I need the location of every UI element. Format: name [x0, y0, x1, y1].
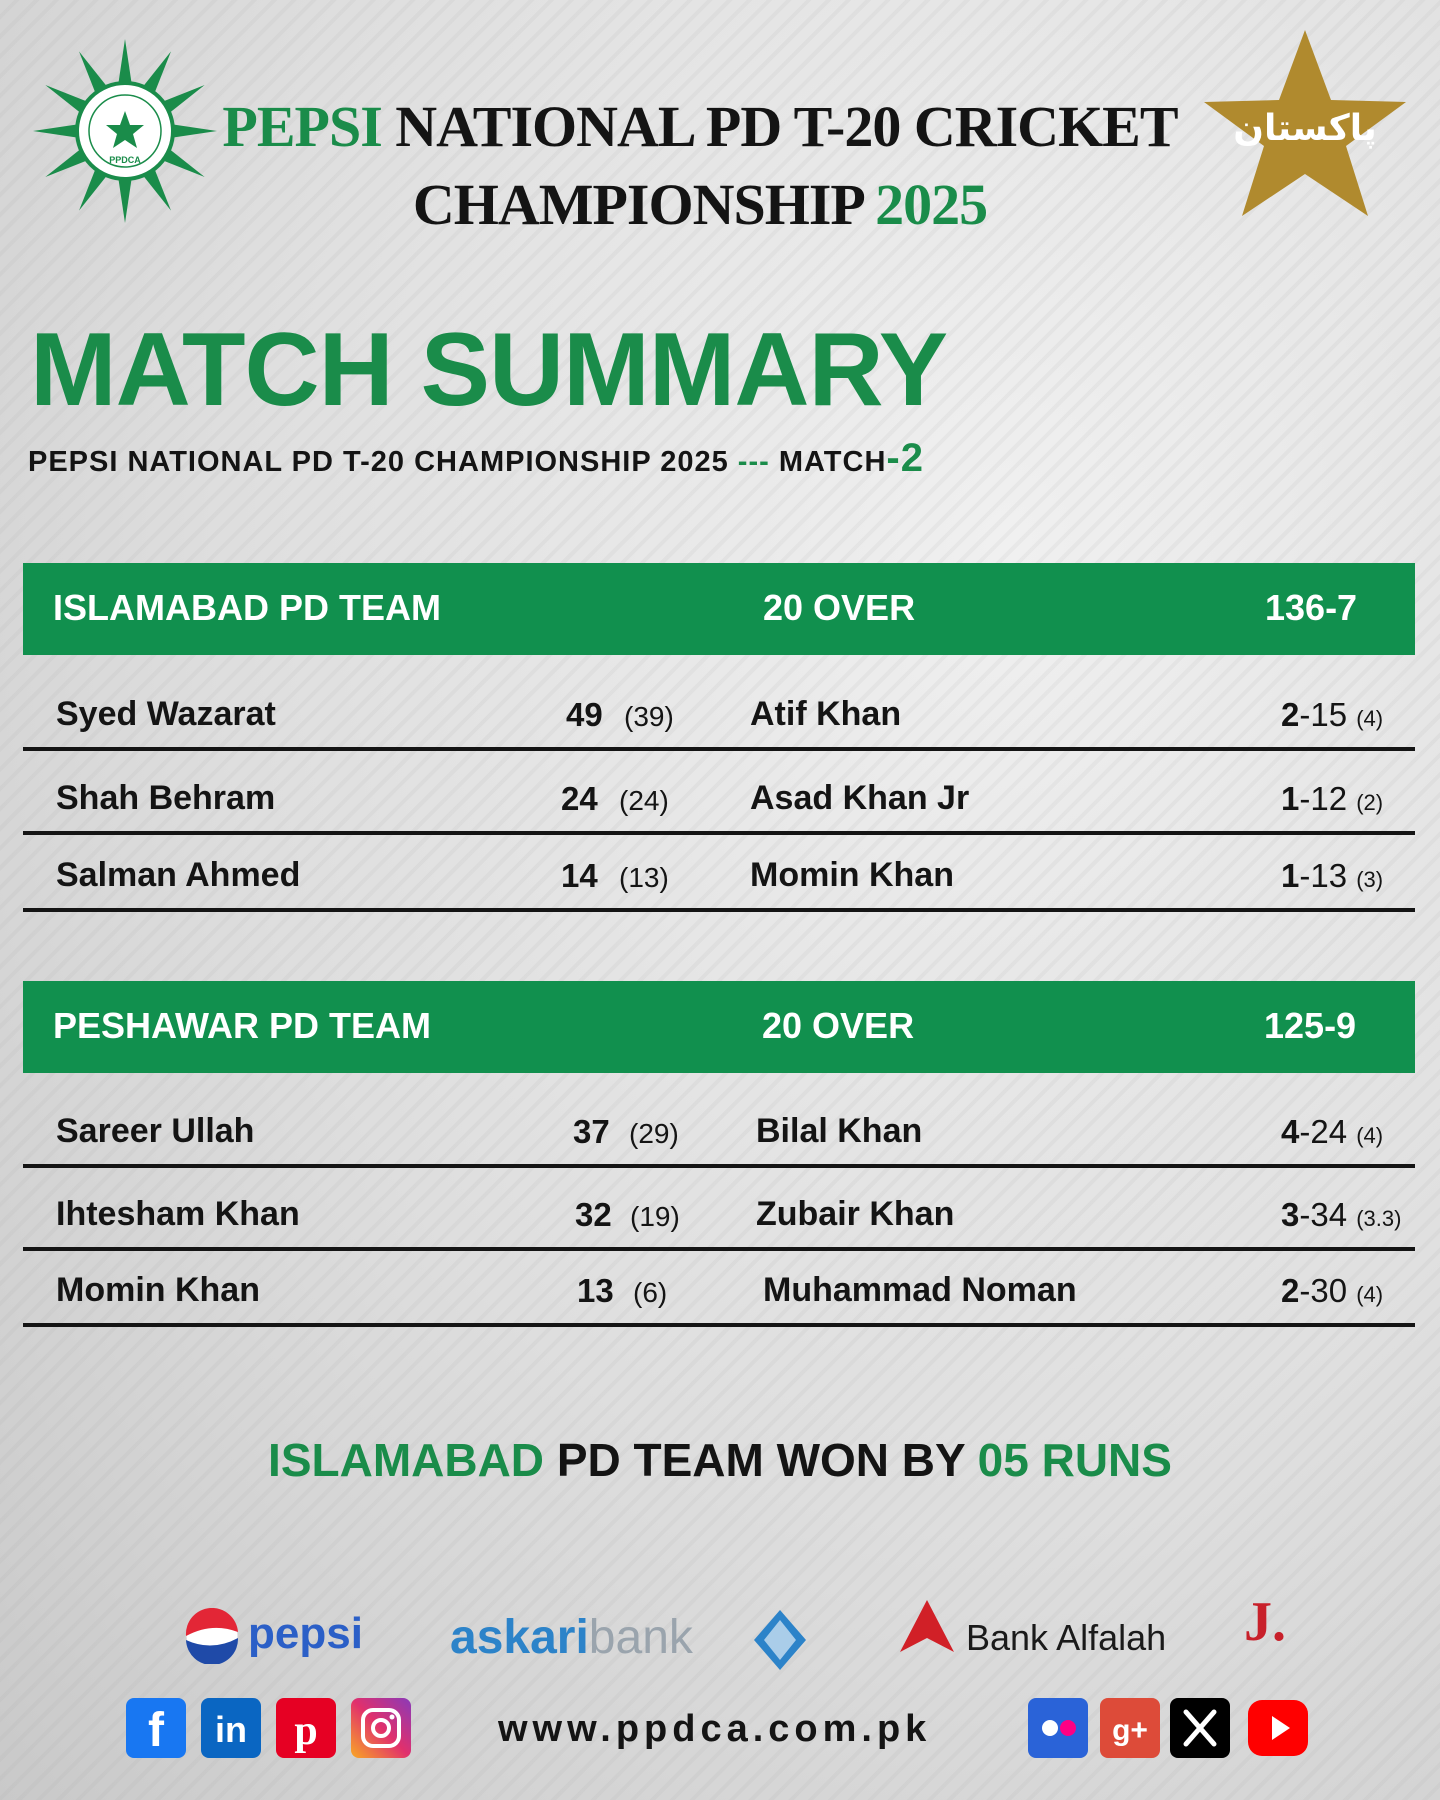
bowler-figures: [1281, 1198, 1401, 1231]
title-championship: CHAMPIONSHIP: [412, 172, 862, 237]
ppdca-logo-icon: [30, 36, 220, 226]
table-row: [23, 1167, 1415, 1251]
sponsor-askari: [450, 1611, 693, 1664]
askari-a: askari: [450, 1611, 589, 1664]
tournament-title-line1: [200, 94, 1200, 159]
table-row: [23, 667, 1415, 751]
bowler-figures: [1281, 782, 1383, 815]
table-row: [23, 828, 1415, 912]
tournament-title-line2: [200, 172, 1200, 237]
bowler-overs: (2): [1356, 790, 1384, 815]
batter-name: Sareer Ullah: [56, 1112, 255, 1150]
bowler-name: Atif Khan: [750, 695, 902, 733]
bowler-runs: -30: [1299, 1272, 1348, 1309]
result-team: ISLAMABAD: [268, 1434, 545, 1486]
logo-text: PPDCA: [109, 155, 141, 165]
team-overs: 20 OVER: [762, 1005, 915, 1046]
sponsor-alfalah: Bank Alfalah: [966, 1617, 1167, 1658]
page-title: MATCH SUMMARY: [30, 312, 948, 428]
batter-balls: (6): [633, 1277, 668, 1308]
batter-runs: 13: [577, 1272, 614, 1309]
bowler-wickets: 3: [1281, 1196, 1300, 1233]
bowler-name: Asad Khan Jr: [750, 779, 970, 817]
bowler-runs: -15: [1299, 696, 1348, 733]
bowler-figures: [1281, 1115, 1383, 1148]
youtube-icon[interactable]: [1248, 1700, 1308, 1756]
team-name: PESHAWAR PD TEAM: [53, 1005, 432, 1046]
flickr-icon[interactable]: [1028, 1698, 1088, 1758]
bowler-overs: (4): [1356, 1123, 1384, 1148]
batter-runs: 24: [561, 780, 598, 817]
team-overs: 20 OVER: [763, 587, 916, 628]
bowler-overs: (3): [1356, 867, 1384, 892]
table-row: [23, 1243, 1415, 1327]
sponsor-pepsi: pepsi: [248, 1609, 363, 1658]
linkedin-icon[interactable]: [201, 1698, 261, 1758]
instagram-icon[interactable]: [351, 1698, 411, 1758]
sponsor-j: J.: [1244, 1591, 1286, 1653]
table-row: [23, 1084, 1415, 1168]
batter-balls: (13): [619, 862, 669, 893]
bowler-name: Zubair Khan: [756, 1195, 955, 1233]
star-urdu-text: پاکستان: [1233, 108, 1377, 149]
batter-name: Salman Ahmed: [56, 856, 301, 894]
batter-runs: 49: [566, 696, 603, 733]
title-rest: NATIONAL PD T-20 CRICKET: [395, 94, 1178, 159]
svg-text:p: p: [294, 1708, 318, 1754]
bowler-runs: -24: [1299, 1113, 1348, 1150]
batter-name: Syed Wazarat: [56, 695, 276, 733]
bowler-wickets: 2: [1281, 696, 1300, 733]
batter-name: Ihtesham Khan: [56, 1195, 300, 1233]
bowler-figures: [1281, 859, 1383, 892]
subtitle-match: MATCH: [778, 446, 887, 478]
svg-text:g+: g+: [1112, 1714, 1148, 1747]
x-icon[interactable]: [1170, 1698, 1230, 1758]
match-result: [0, 1434, 1440, 1486]
subtitle-text: PEPSI NATIONAL PD T-20 CHAMPIONSHIP 2025: [28, 446, 729, 478]
batter-balls: (24): [619, 785, 669, 816]
team-header-peshawar: [23, 981, 1415, 1073]
title-pepsi: PEPSI: [222, 94, 382, 159]
pepsi-globe-icon: [184, 1608, 240, 1664]
batter-balls: (19): [630, 1201, 680, 1232]
askari-b: bank: [588, 1611, 693, 1664]
bowler-name: Muhammad Noman: [763, 1271, 1077, 1309]
batter-runs: 14: [561, 857, 598, 894]
team-name: ISLAMABAD PD TEAM: [53, 587, 441, 628]
bowler-runs: -34: [1299, 1196, 1348, 1233]
batter-balls: (29): [629, 1118, 679, 1149]
title-year: 2025: [875, 172, 988, 237]
alfalah-logo-icon: [898, 1598, 956, 1654]
bowler-overs: (4): [1356, 706, 1384, 731]
batter-runs: 32: [575, 1196, 612, 1233]
bowler-wickets: 4: [1281, 1113, 1300, 1150]
team-score: 125-9: [1264, 1005, 1357, 1046]
bowler-runs: -12: [1299, 780, 1348, 817]
bowler-runs: -13: [1299, 857, 1348, 894]
bowler-figures: [1281, 1274, 1383, 1307]
bowler-wickets: 1: [1281, 780, 1300, 817]
website-link[interactable]: www.ppdca.com.pk: [498, 1708, 932, 1750]
facebook-icon[interactable]: [126, 1698, 186, 1758]
pakistan-star-icon: [1200, 28, 1410, 218]
batter-name: Momin Khan: [56, 1271, 260, 1309]
bowler-wickets: 2: [1281, 1272, 1300, 1309]
bowler-overs: (3.3): [1356, 1206, 1402, 1231]
bowler-overs: (4): [1356, 1282, 1384, 1307]
team-score: 136-7: [1265, 587, 1358, 628]
team-header-islamabad: [23, 563, 1415, 655]
result-middle: PD TEAM WON BY: [556, 1434, 965, 1486]
svg-text:in: in: [215, 1709, 247, 1750]
batter-runs: 37: [573, 1113, 610, 1150]
result-margin: 05 RUNS: [977, 1434, 1172, 1486]
pinterest-icon[interactable]: [276, 1698, 336, 1758]
subtitle-match-number: -2: [886, 436, 924, 480]
match-subtitle: [28, 438, 924, 478]
batter-name: Shah Behram: [56, 779, 276, 817]
batter-balls: (39): [624, 701, 674, 732]
bowler-wickets: 1: [1281, 857, 1300, 894]
subtitle-separator: ---: [737, 446, 770, 478]
bowler-figures: [1281, 698, 1383, 731]
table-row: [23, 751, 1415, 835]
bowler-name: Momin Khan: [750, 856, 954, 894]
bowler-name: Bilal Khan: [756, 1112, 923, 1150]
svg-text:f: f: [148, 1704, 164, 1757]
google-plus-icon[interactable]: [1100, 1698, 1160, 1758]
askari-diamond-icon: [752, 1608, 808, 1672]
